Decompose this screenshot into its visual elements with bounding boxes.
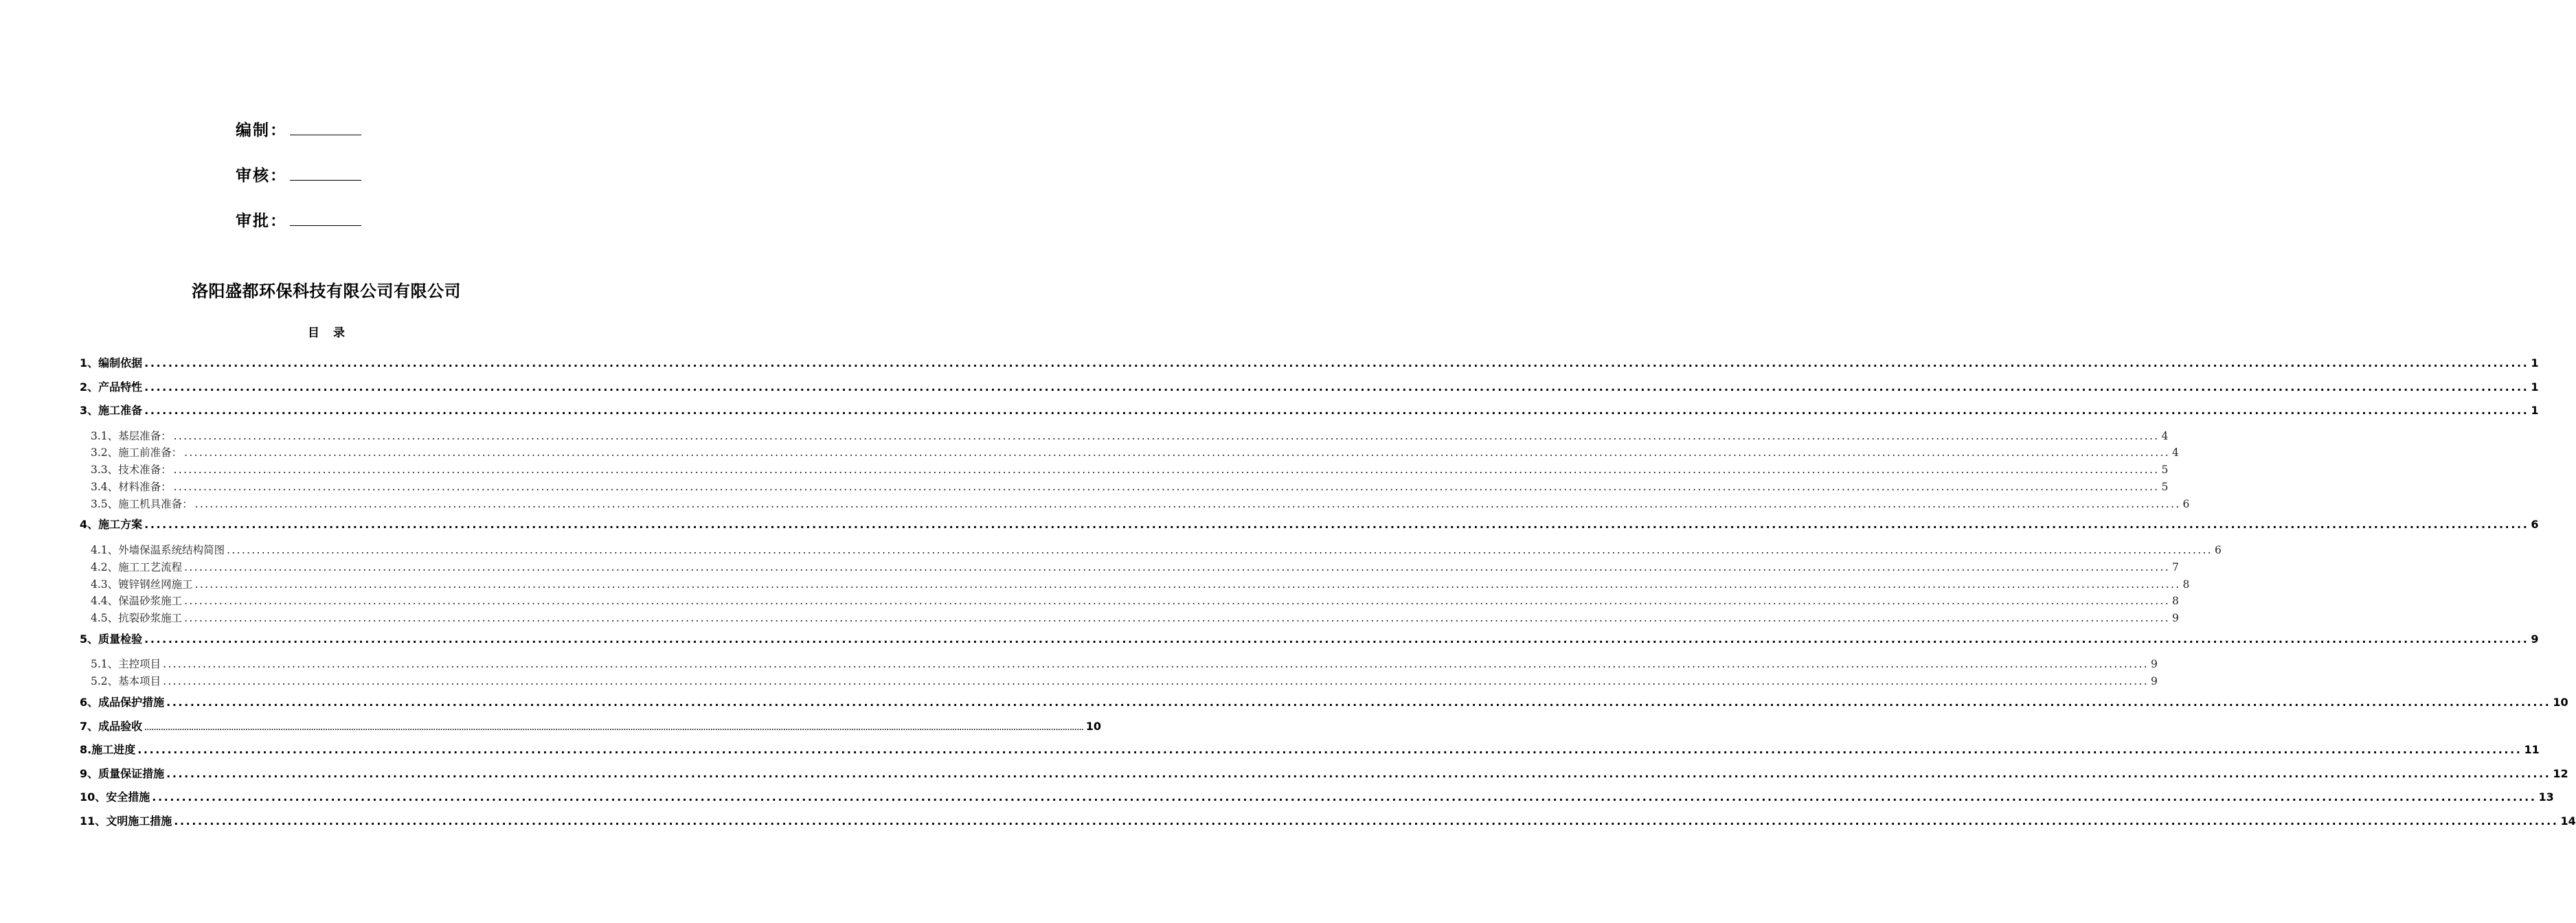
dot-leader: ................................................................................................................................................................................................................................................................................................................................................................................................................ (144, 632, 2529, 646)
toc-heading-char: 录 (333, 326, 345, 340)
dot-leader: ................................................................................................................................................................................................................................................................................................................................................................................................................ (144, 725, 1084, 732)
toc-entry[interactable] (80, 788, 2554, 812)
company-name: 洛阳盛都环保科技有限公司有限公司 (192, 282, 461, 301)
toc-entry-title: 4.3、镀锌钢丝网施工 (91, 578, 193, 591)
toc-entry-title: 3.3、技术准备： (91, 464, 172, 477)
toc-subentry[interactable] (80, 559, 2179, 576)
toc-subentry[interactable] (80, 461, 2169, 479)
toc-subentry[interactable] (80, 610, 2179, 627)
toc-page-number: 4 (2171, 446, 2179, 459)
toc-subentry[interactable] (80, 576, 2190, 593)
toc-subentry[interactable] (80, 673, 2158, 690)
toc-entry-title: 11、文明施工措施 (80, 814, 172, 828)
toc-subentry[interactable] (80, 479, 2169, 496)
toc-entry-title: 3.5、施工机具准备： (91, 497, 193, 510)
toc-page-number: 5 (2161, 464, 2169, 477)
toc-entry[interactable] (80, 740, 2540, 764)
toc-page-number: 9 (2171, 612, 2179, 625)
signature-blank-line (290, 225, 361, 226)
toc-entry-title: 4、施工方案 (80, 518, 143, 532)
dot-leader: ................................................................................................................................................................................................................................................................................................................................................................................................................ (144, 518, 2529, 532)
dot-leader: ................................................................................................................................................................................................................................................................................................................................................................................................................ (184, 612, 2170, 625)
toc-entry-title: 9、质量保证措施 (80, 766, 165, 780)
dot-leader: ................................................................................................................................................................................................................................................................................................................................................................................................................ (144, 380, 2529, 394)
dot-leader: ................................................................................................................................................................................................................................................................................................................................................................................................................ (173, 480, 2160, 493)
toc-page-number: 9 (2150, 658, 2158, 671)
dot-leader: ................................................................................................................................................................................................................................................................................................................................................................................................................ (144, 356, 2529, 369)
toc-subentry[interactable] (80, 496, 2190, 513)
signoff-label: 编制： (236, 122, 287, 139)
toc-page-number: 13 (2538, 790, 2554, 804)
dot-leader: ................................................................................................................................................................................................................................................................................................................................................................................................................ (184, 560, 2170, 573)
toc-subentry[interactable] (80, 428, 2169, 445)
dot-leader: ................................................................................................................................................................................................................................................................................................................................................................................................................ (152, 790, 2537, 804)
dot-leader: ................................................................................................................................................................................................................................................................................................................................................................................................................ (166, 696, 2551, 709)
toc-page-number: 8 (2182, 578, 2190, 591)
signoff-label: 审核： (236, 167, 287, 185)
dot-leader: ................................................................................................................................................................................................................................................................................................................................................................................................................ (163, 658, 2149, 671)
toc-subentry[interactable] (80, 593, 2179, 610)
toc-entry-title: 3.1、基层准备： (91, 429, 172, 442)
signoff-label: 审批： (236, 212, 287, 230)
toc-subentry[interactable] (80, 444, 2179, 461)
dot-leader: ................................................................................................................................................................................................................................................................................................................................................................................................................ (166, 766, 2551, 780)
dot-leader: ................................................................................................................................................................................................................................................................................................................................................................................................................ (144, 404, 2529, 417)
toc-entry-title: 6、成品保护措施 (80, 696, 165, 709)
dot-leader: ................................................................................................................................................................................................................................................................................................................................................................................................................ (174, 814, 2559, 828)
toc-entry[interactable] (80, 717, 1101, 741)
dot-leader: ................................................................................................................................................................................................................................................................................................................................................................................................................ (194, 497, 2181, 510)
toc-entry-title: 3.4、材料准备： (91, 480, 172, 493)
toc-entry[interactable] (80, 812, 2576, 836)
toc-entry-title: 3、施工准备 (80, 404, 143, 417)
toc-entry-title: 3.2、施工前准备： (91, 446, 183, 459)
toc-entry[interactable] (80, 354, 2539, 378)
toc-entry-title: 5.2、基本项目 (91, 675, 161, 688)
toc-page-number: 4 (2161, 429, 2169, 442)
toc-entry-title: 1、编制依据 (80, 356, 143, 369)
signoff-block (236, 96, 361, 232)
toc-heading-char: 目 (308, 326, 319, 340)
dot-leader: ................................................................................................................................................................................................................................................................................................................................................................................................................ (184, 595, 2170, 608)
toc-entry-title: 4.4、保温砂浆施工 (91, 595, 183, 608)
toc-subentry[interactable] (80, 656, 2158, 673)
toc-page-number: 9 (2150, 675, 2158, 688)
signoff-row-compile (236, 96, 361, 141)
toc-entry-title: 4.1、外墙保温系统结构简图 (91, 543, 225, 556)
toc-entry-title: 5.1、主控项目 (91, 658, 161, 671)
toc-page-number: 6 (2214, 543, 2222, 556)
table-of-contents (80, 354, 2576, 835)
signature-blank-line (290, 180, 361, 181)
toc-entry[interactable] (80, 764, 2568, 788)
toc-entry-title: 4.5、抗裂砂浆施工 (91, 612, 183, 625)
toc-page-number: 10 (1085, 719, 1101, 733)
toc-page-number: 11 (2524, 743, 2540, 757)
dot-leader: ................................................................................................................................................................................................................................................................................................................................................................................................................ (184, 446, 2170, 459)
toc-page-number: 1 (2531, 356, 2539, 369)
dot-leader: ................................................................................................................................................................................................................................................................................................................................................................................................................ (137, 743, 2522, 757)
dot-leader: ................................................................................................................................................................................................................................................................................................................................................................................................................ (163, 675, 2149, 688)
signoff-row-review (236, 141, 361, 187)
toc-page-number: 10 (2553, 696, 2568, 709)
toc-page-number: 8 (2171, 595, 2179, 608)
toc-page-number: 9 (2531, 632, 2539, 646)
dot-leader: ................................................................................................................................................................................................................................................................................................................................................................................................................ (173, 464, 2160, 477)
toc-heading (0, 323, 653, 340)
toc-entry[interactable] (80, 515, 2539, 539)
toc-entry-title: 7、成品验收 (80, 719, 143, 733)
toc-page-number: 7 (2171, 560, 2179, 573)
dot-leader: ................................................................................................................................................................................................................................................................................................................................................................................................................ (173, 429, 2160, 442)
dot-leader: ................................................................................................................................................................................................................................................................................................................................................................................................................ (194, 578, 2181, 591)
dot-leader: ................................................................................................................................................................................................................................................................................................................................................................................................................ (227, 543, 2213, 556)
toc-subentry[interactable] (80, 542, 2222, 559)
toc-page-number: 14 (2560, 814, 2576, 828)
toc-page-number: 12 (2553, 766, 2568, 780)
toc-page-number: 6 (2182, 497, 2190, 510)
toc-page-number: 1 (2531, 404, 2539, 417)
toc-entry-title: 5、质量检验 (80, 632, 143, 646)
toc-page-number: 6 (2531, 518, 2539, 532)
toc-entry[interactable] (80, 401, 2539, 425)
toc-entry[interactable] (80, 630, 2539, 654)
toc-page-number: 1 (2531, 380, 2539, 394)
toc-entry[interactable] (80, 693, 2568, 717)
toc-entry-title: 10、安全措施 (80, 790, 150, 804)
toc-entry-title: 8.施工进度 (80, 743, 136, 757)
toc-entry-title: 4.2、施工工艺流程 (91, 560, 183, 573)
toc-page-number: 5 (2161, 480, 2169, 493)
toc-entry[interactable] (80, 378, 2539, 402)
signoff-row-approve (236, 187, 361, 232)
toc-entry-title: 2、产品特性 (80, 380, 143, 394)
